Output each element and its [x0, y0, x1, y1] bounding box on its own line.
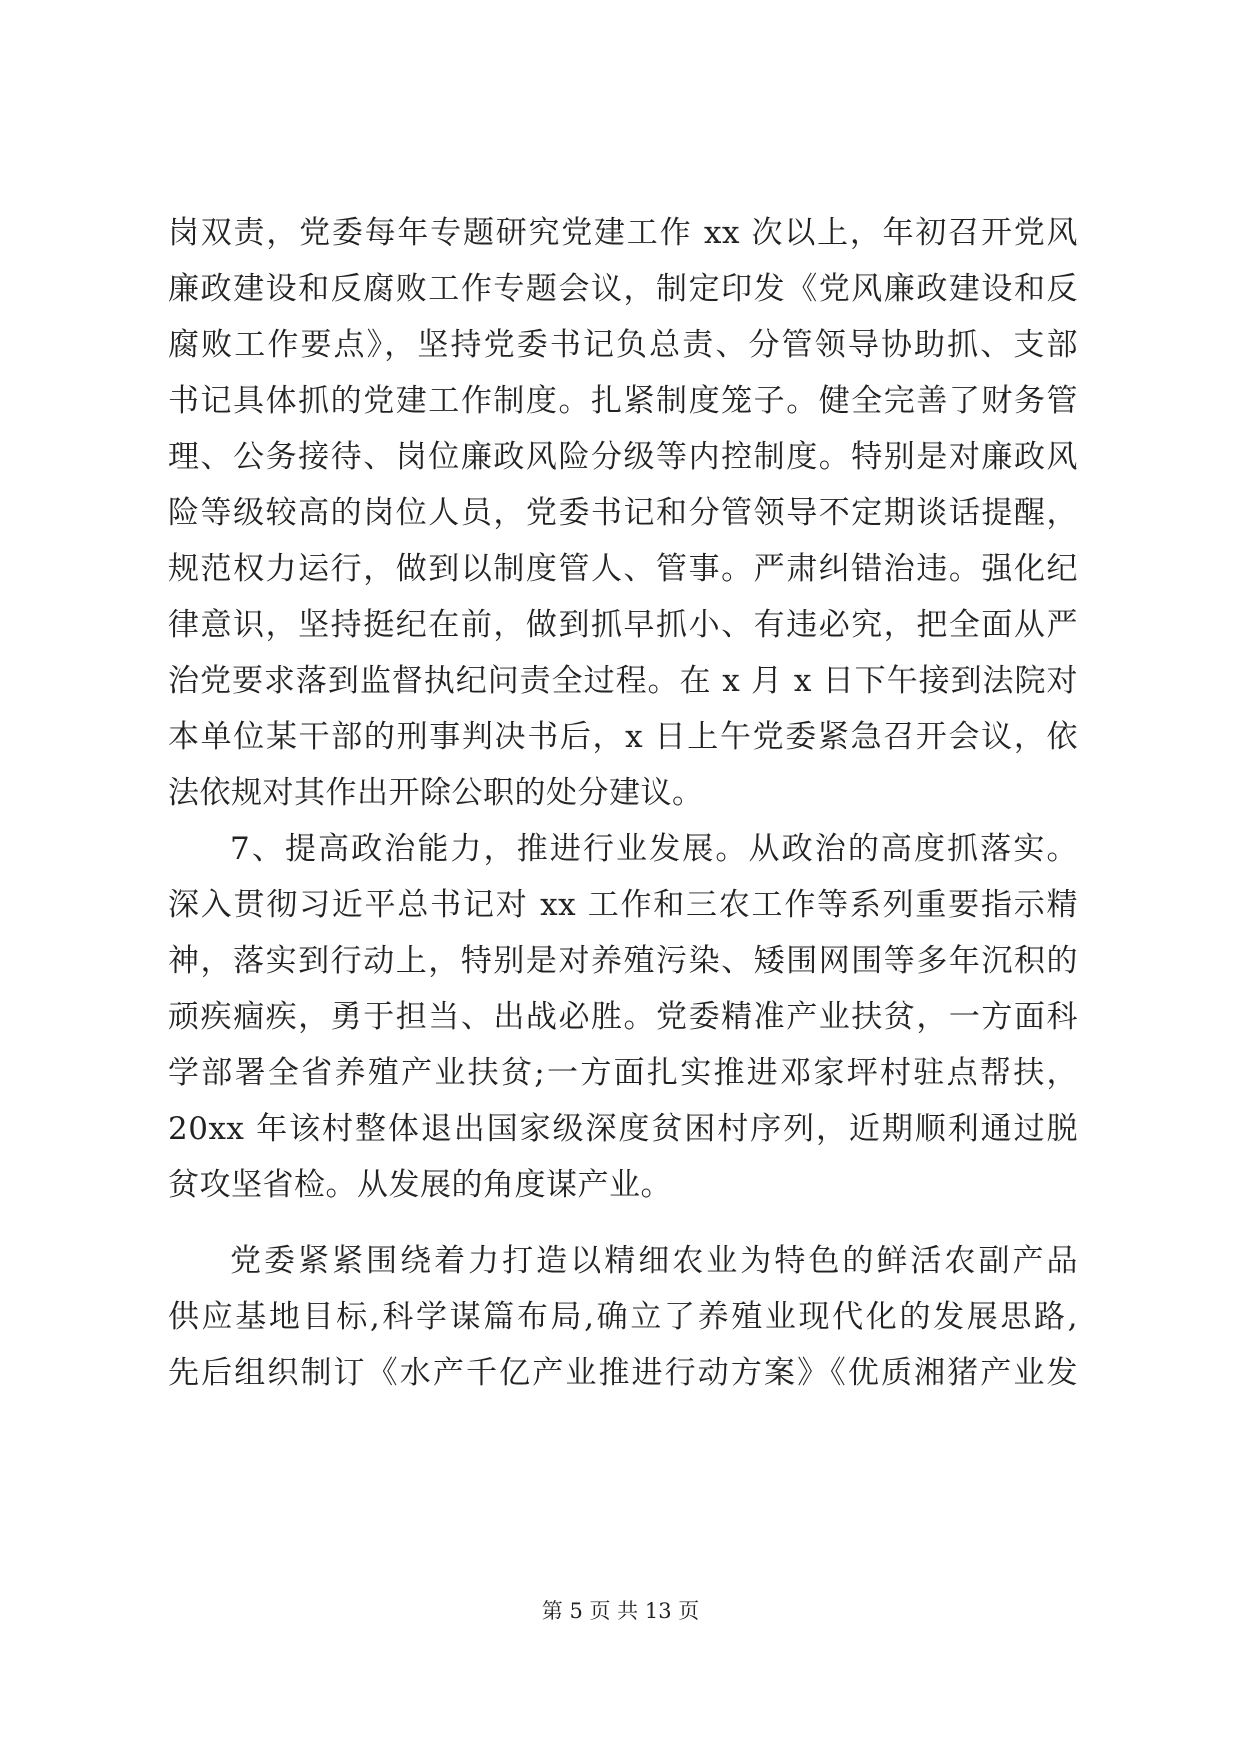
- body-line-5: 理、公务接待、岗位廉政风险分级等内控制度。特别是对廉政风: [168, 439, 1078, 475]
- body-line-21: 先后组织制订《水产千亿产业推进行动方案》《优质湘猪产业发: [168, 1355, 1078, 1391]
- body-line-3: 腐败工作要点》，坚持党委书记负总责、分管领导协助抓、支部: [168, 327, 1078, 363]
- body-line-11: 法依规对其作出开除公职的处分建议。: [168, 775, 704, 811]
- body-line-1: 岗双责，党委每年专题研究党建工作 xx 次以上，年初召开党风: [168, 215, 1078, 251]
- body-line-17: 20xx 年该村整体退出国家级深度贫困村序列，近期顺利通过脱: [168, 1111, 1078, 1147]
- body-line-13: 深入贯彻习近平总书记对 xx 工作和三农工作等系列重要指示精: [168, 887, 1078, 923]
- body-line-16: 学部署全省养殖产业扶贫;一方面扎实推进邓家坪村驻点帮扶，: [168, 1055, 1078, 1091]
- body-line-4: 书记具体抓的党建工作制度。扎紧制度笼子。健全完善了财务管: [168, 383, 1078, 419]
- body-line-8: 律意识，坚持挺纪在前，做到抓早抓小、有违必究，把全面从严: [168, 607, 1078, 643]
- body-line-10: 本单位某干部的刑事判决书后，x 日上午党委紧急召开会议，依: [168, 719, 1078, 755]
- body-line-19: 党委紧紧围绕着力打造以精细农业为特色的鲜活农副产品: [230, 1243, 1078, 1279]
- body-line-12: 7、提高政治能力，推进行业发展。从政治的高度抓落实。: [230, 831, 1078, 867]
- body-line-15: 顽疾痼疾，勇于担当、出战必胜。党委精准产业扶贫，一方面科: [168, 999, 1078, 1035]
- body-line-18: 贫攻坚省检。从发展的角度谋产业。: [168, 1167, 672, 1203]
- body-line-9: 治党要求落到监督执纪问责全过程。在 x 月 x 日下午接到法院对: [168, 663, 1078, 699]
- body-line-2: 廉政建设和反腐败工作专题会议，制定印发《党风廉政建设和反: [168, 271, 1078, 307]
- page-number-footer: 第 5 页 共 13 页: [541, 1599, 700, 1623]
- body-line-20: 供应基地目标,科学谋篇布局,确立了养殖业现代化的发展思路,: [168, 1299, 1078, 1335]
- body-line-14: 神，落实到行动上，特别是对养殖污染、矮围网围等多年沉积的: [168, 943, 1078, 979]
- body-line-6: 险等级较高的岗位人员，党委书记和分管领导不定期谈话提醒，: [168, 495, 1078, 531]
- body-line-7: 规范权力运行，做到以制度管人、管事。严肃纠错治违。强化纪: [168, 551, 1078, 587]
